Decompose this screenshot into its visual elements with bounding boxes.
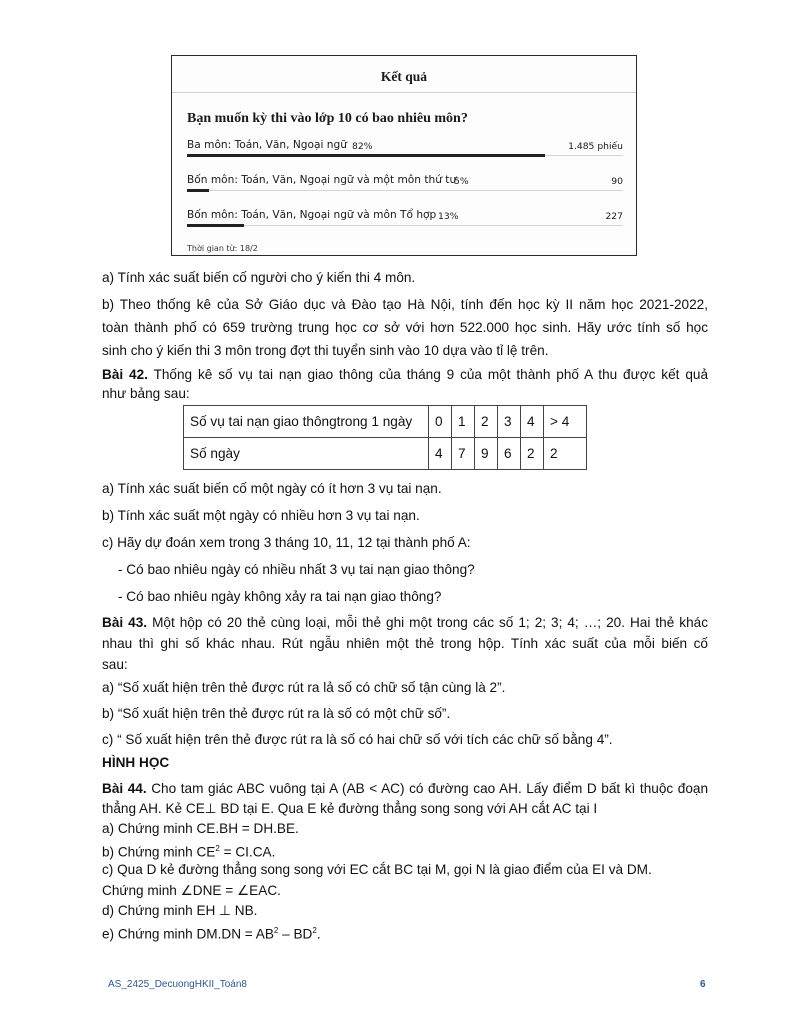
problem-44-line2: thẳng AH. Kẻ CE⊥ BD tại E. Qua E kẻ đường thẳng song song với AH cắt AC tại I xyxy=(102,801,598,816)
page-number: 6 xyxy=(700,979,706,990)
table-cell: Số vụ tai nạn giao thôngtrong 1 ngày xyxy=(184,406,429,438)
problem-44-label: Bài 44. xyxy=(102,781,147,796)
q44e-text: e) Chứng minh DM.DN = AB xyxy=(102,926,274,942)
footer-document-name: AS_2425_DecuongHKII_Toán8 xyxy=(108,979,247,990)
poll-title: Kết quả xyxy=(380,69,428,84)
q44b-tail: = CI.CA. xyxy=(219,844,276,860)
poll-option-label: Bốn môn: Toán, Văn, Ngoại ngữ và môn Tổ hợp xyxy=(187,209,437,221)
question-44d: d) Chứng minh EH ⊥ NB. xyxy=(102,903,258,918)
poll-divider xyxy=(172,92,636,93)
accident-table xyxy=(183,405,587,470)
question-44c-line2: Chứng minh ∠DNE = ∠EAC. xyxy=(102,883,281,898)
table-cell: 4 xyxy=(429,438,452,470)
q44e-superscript-2: 2 xyxy=(312,926,317,935)
poll-option-percent: 5% xyxy=(454,176,469,187)
poll-time: Thời gian từ: 18/2 xyxy=(187,244,258,253)
poll-option-bar xyxy=(187,154,545,157)
table-cell: 7 xyxy=(452,438,475,470)
problem-43-text: Một hộp có 20 thẻ cùng loại, mỗi thẻ ghi một trong các số 1; 2; 3; 4; …; 20. Hai thẻ khác xyxy=(147,615,709,630)
table-cell: 2 xyxy=(544,438,587,470)
problem-43-line2: nhau thì ghi số khác nhau. Rút ngẫu nhiên một thẻ trong hộp. Tính xác suất của mỗi biến cố xyxy=(102,636,708,651)
q44e-superscript-1: 2 xyxy=(273,926,279,935)
problem-44-line1 xyxy=(102,779,708,798)
table-cell: 1 xyxy=(452,406,475,438)
problem-44-text: Cho tam giác ABC vuông tại A (AB < AC) có đường cao AH. Lấy điểm D bất kì thuộc đoạn xyxy=(146,781,709,796)
poll-option-bar xyxy=(187,189,209,192)
poll-option-count: 90 xyxy=(611,176,623,187)
poll-option xyxy=(187,136,623,156)
problem-43-label: Bài 43. xyxy=(102,615,148,630)
q44e-mid: – BD xyxy=(278,926,313,942)
question-42c-item2: - Có bao nhiêu ngày không xảy ra tai nạn giao thông? xyxy=(118,589,442,604)
section-heading-geometry: HÌNH HỌC xyxy=(102,755,170,770)
question-41a: a) Tính xác suất biến cố người cho ý kiến thi 4 môn. xyxy=(102,270,416,285)
problem-43-line1 xyxy=(102,613,708,632)
table-cell: 6 xyxy=(498,438,521,470)
question-42c-item1: - Có bao nhiêu ngày có nhiều nhất 3 vụ tai nạn giao thông? xyxy=(118,562,475,577)
poll-option-bar xyxy=(187,224,244,227)
table-cell: 0 xyxy=(429,406,452,438)
poll-option-label: Ba môn: Toán, Văn, Ngoại ngữ xyxy=(187,139,347,151)
poll-option-percent: 13% xyxy=(438,211,459,222)
question-44a: a) Chứng minh CE.BH = DH.BE. xyxy=(102,821,299,836)
poll-question: Bạn muốn kỳ thi vào lớp 10 có bao nhiêu môn? xyxy=(187,111,468,126)
problem-43-line3: sau: xyxy=(102,657,128,672)
problem-42-line2: như bảng sau: xyxy=(102,386,190,401)
question-42c: c) Hãy dự đoán xem trong 3 tháng 10, 11, 12 tại thành phố A: xyxy=(102,535,471,550)
poll-option-track xyxy=(187,190,623,191)
question-41b-line3: sinh cho ý kiến thi 3 môn trong đợt thi tuyển sinh vào 10 dựa vào tỉ lệ trên. xyxy=(102,343,549,358)
table-cell: 9 xyxy=(475,438,498,470)
table-cell: > 4 xyxy=(544,406,587,438)
question-41b-line2: toàn thành phố có 659 trường trung học cơ sở với hơn 522.000 học sinh. Hãy ước tính số học xyxy=(102,320,708,335)
problem-42-line1 xyxy=(102,365,708,384)
poll-option-track xyxy=(187,225,623,226)
question-44e xyxy=(102,921,708,944)
question-44b xyxy=(102,839,708,862)
question-42a: a) Tính xác suất biến cố một ngày có ít hơn 3 vụ tai nạn. xyxy=(102,481,442,496)
q44b-text: b) Chứng minh CE xyxy=(102,844,216,860)
poll-option-percent: 82% xyxy=(352,141,373,152)
table-cell: 3 xyxy=(498,406,521,438)
poll-option xyxy=(187,206,623,226)
q44b-superscript: 2 xyxy=(215,844,220,853)
table-cell: 4 xyxy=(521,406,544,438)
table-cell: 2 xyxy=(475,406,498,438)
problem-42-text: Thống kê số vụ tai nạn giao thông của tháng 9 của một thành phố A thu được kết quả xyxy=(147,367,708,382)
poll-option-label: Bốn môn: Toán, Văn, Ngoại ngữ và một môn thứ tư xyxy=(187,174,457,186)
question-41b-line1: b) Theo thống kê của Sở Giáo dục và Đào tạo Hà Nội, tính đến học kỳ II năm học 2021-2022, xyxy=(102,297,708,312)
question-43c: c) “ Số xuất hiện trên thẻ được rút ra là số có hai chữ số với tích các chữ số bằng 4”. xyxy=(102,732,613,747)
question-43a: a) “Số xuất hiện trên thẻ được rút ra lả số có chữ số tận cùng là 2”. xyxy=(102,680,506,695)
q44e-tail: . xyxy=(316,926,321,942)
table-cell: 2 xyxy=(521,438,544,470)
poll-option-count: 227 xyxy=(605,211,623,222)
table-row xyxy=(184,438,587,470)
table-cell: Số ngày xyxy=(184,438,429,470)
question-43b: b) “Số xuất hiện trên thẻ được rút ra là số có một chữ số”. xyxy=(102,706,451,721)
poll-option xyxy=(187,171,623,191)
table-row xyxy=(184,406,587,438)
question-44c-line1: c) Qua D kẻ đường thẳng song song với EC cắt BC tại M, gọi N là giao điểm của EI và DM. xyxy=(102,862,652,877)
poll-results-image xyxy=(171,55,637,256)
problem-42-label: Bài 42. xyxy=(102,367,148,382)
question-42b: b) Tính xác suất một ngày có nhiều hơn 3 vụ tai nạn. xyxy=(102,508,420,523)
poll-option-count: 1.485 phiếu xyxy=(568,141,623,152)
